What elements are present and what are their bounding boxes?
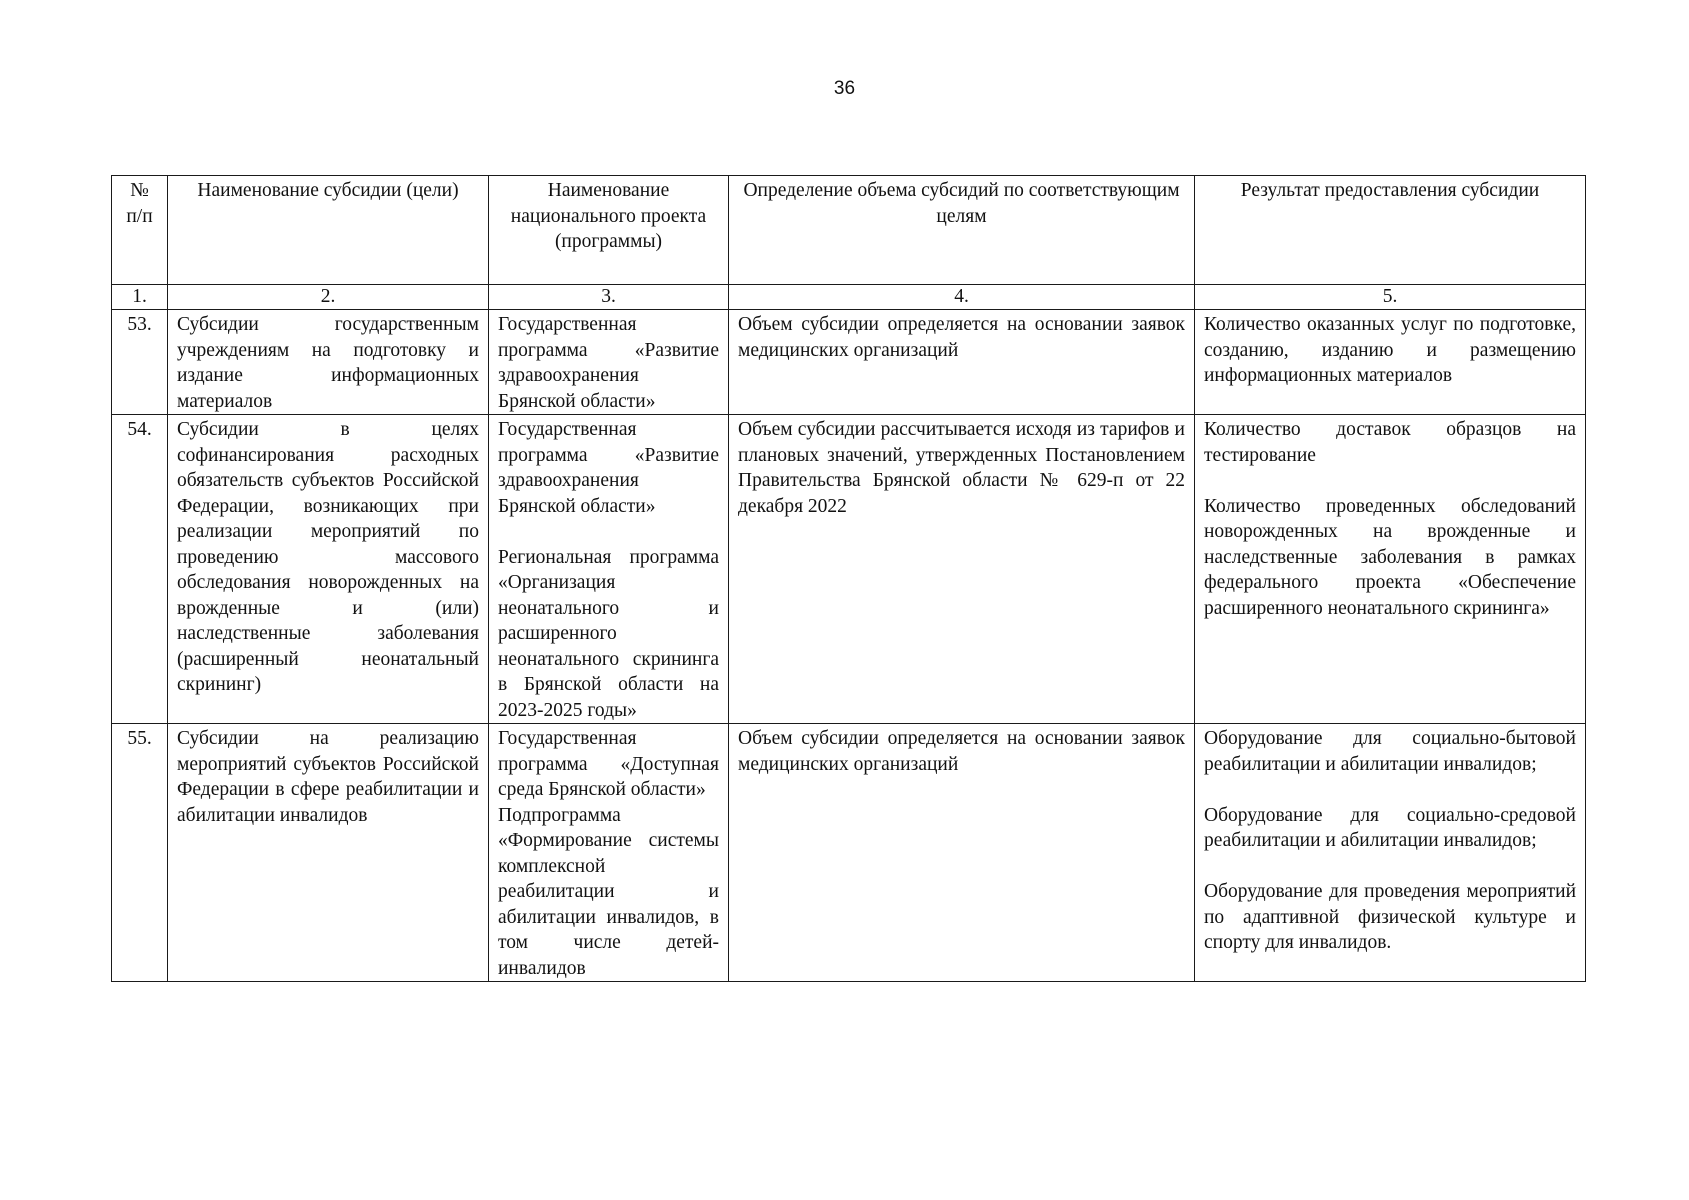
page-number: 36 xyxy=(833,78,856,99)
volume-definition: Объем субсидии определяется на основании заявок медицинских организаций xyxy=(729,310,1195,415)
table-row xyxy=(112,724,1586,982)
row-number: 54. xyxy=(112,415,168,724)
result-paragraph: Оборудование для социально-средовой реабилитации и абилитации инвалидов; xyxy=(1204,804,1576,851)
subsidy-name: Субсидии на реализацию мероприятий субъектов Российской Федерации в сфере реабилитации и абилитации инвалидов xyxy=(168,724,489,982)
subsidy-table xyxy=(111,175,1586,982)
header-volume: Определение объема субсидий по соответствующим целям xyxy=(729,176,1195,285)
volume-definition: Объем субсидии рассчитывается исходя из тарифов и плановых значений, утвержденных Постановлением Правительства Брянской области № 629-п от 22 декабря 2022 xyxy=(729,415,1195,724)
column-index-row xyxy=(112,285,1586,310)
table-header-row xyxy=(112,176,1586,285)
column-index: 2. xyxy=(168,285,489,310)
row-number: 55. xyxy=(112,724,168,982)
table-row xyxy=(112,415,1586,724)
row-number: 53. xyxy=(112,310,168,415)
column-index: 1. xyxy=(112,285,168,310)
subsidy-result xyxy=(1195,724,1586,982)
result-paragraph: Количество доставок образцов на тестирование xyxy=(1204,419,1576,466)
header-name: Наименование субсидии (цели) xyxy=(168,176,489,285)
result-paragraph: Оборудование для социально-бытовой реабилитации и абилитации инвалидов; xyxy=(1204,728,1576,775)
result-paragraph: Количество проведенных обследований новорожденных на врожденные и наследственные заболевания в рамках федерального проекта «Обеспечение расширенного неонатального скрининга» xyxy=(1204,495,1576,619)
result-paragraph: Количество оказанных услуг по подготовке, созданию, изданию и размещению информационных материалов xyxy=(1204,314,1576,386)
subsidy-name: Субсидии в целях софинансирования расходных обязательств субъектов Российской Федерации, возникающих при реализации мероприятий по проведению массового обследования новорожденных на врожденные и (или) наследственные заболевания (расширенный неонатальный скрининг) xyxy=(168,415,489,724)
project-paragraph: Государственная программа «Развитие здравоохранения Брянской области» xyxy=(498,419,719,517)
project-name: Государственная программа «Развитие здравоохранения Брянской области» xyxy=(489,310,729,415)
column-index: 5. xyxy=(1195,285,1586,310)
subsidy-result xyxy=(1195,310,1586,415)
project-name xyxy=(489,724,729,982)
result-paragraph: Оборудование для проведения мероприятий по адаптивной физической культуре и спорту для инвалидов. xyxy=(1204,881,1576,953)
project-name xyxy=(489,415,729,724)
project-paragraph: Государственная программа «Доступная среда Брянской области» xyxy=(498,728,719,800)
header-project: Наименование национального проекта (программы) xyxy=(489,176,729,285)
subsidy-result xyxy=(1195,415,1586,724)
column-index: 4. xyxy=(729,285,1195,310)
volume-definition: Объем субсидии определяется на основании заявок медицинских организаций xyxy=(729,724,1195,982)
subsidy-name: Субсидии государственным учреждениям на подготовку и издание информационных материалов xyxy=(168,310,489,415)
table-row xyxy=(112,310,1586,415)
header-num: № п/п xyxy=(112,176,168,285)
project-paragraph: Подпрограмма «Формирование системы комплексной реабилитации и абилитации инвалидов, в том числе детей-инвалидов xyxy=(498,804,719,979)
project-paragraph: Региональная программа «Организация неонатального и расширенного неонатального скрининга в Брянской области на 2023-2025 годы» xyxy=(498,546,719,721)
header-result: Результат предоставления субсидии xyxy=(1195,176,1586,285)
column-index: 3. xyxy=(489,285,729,310)
